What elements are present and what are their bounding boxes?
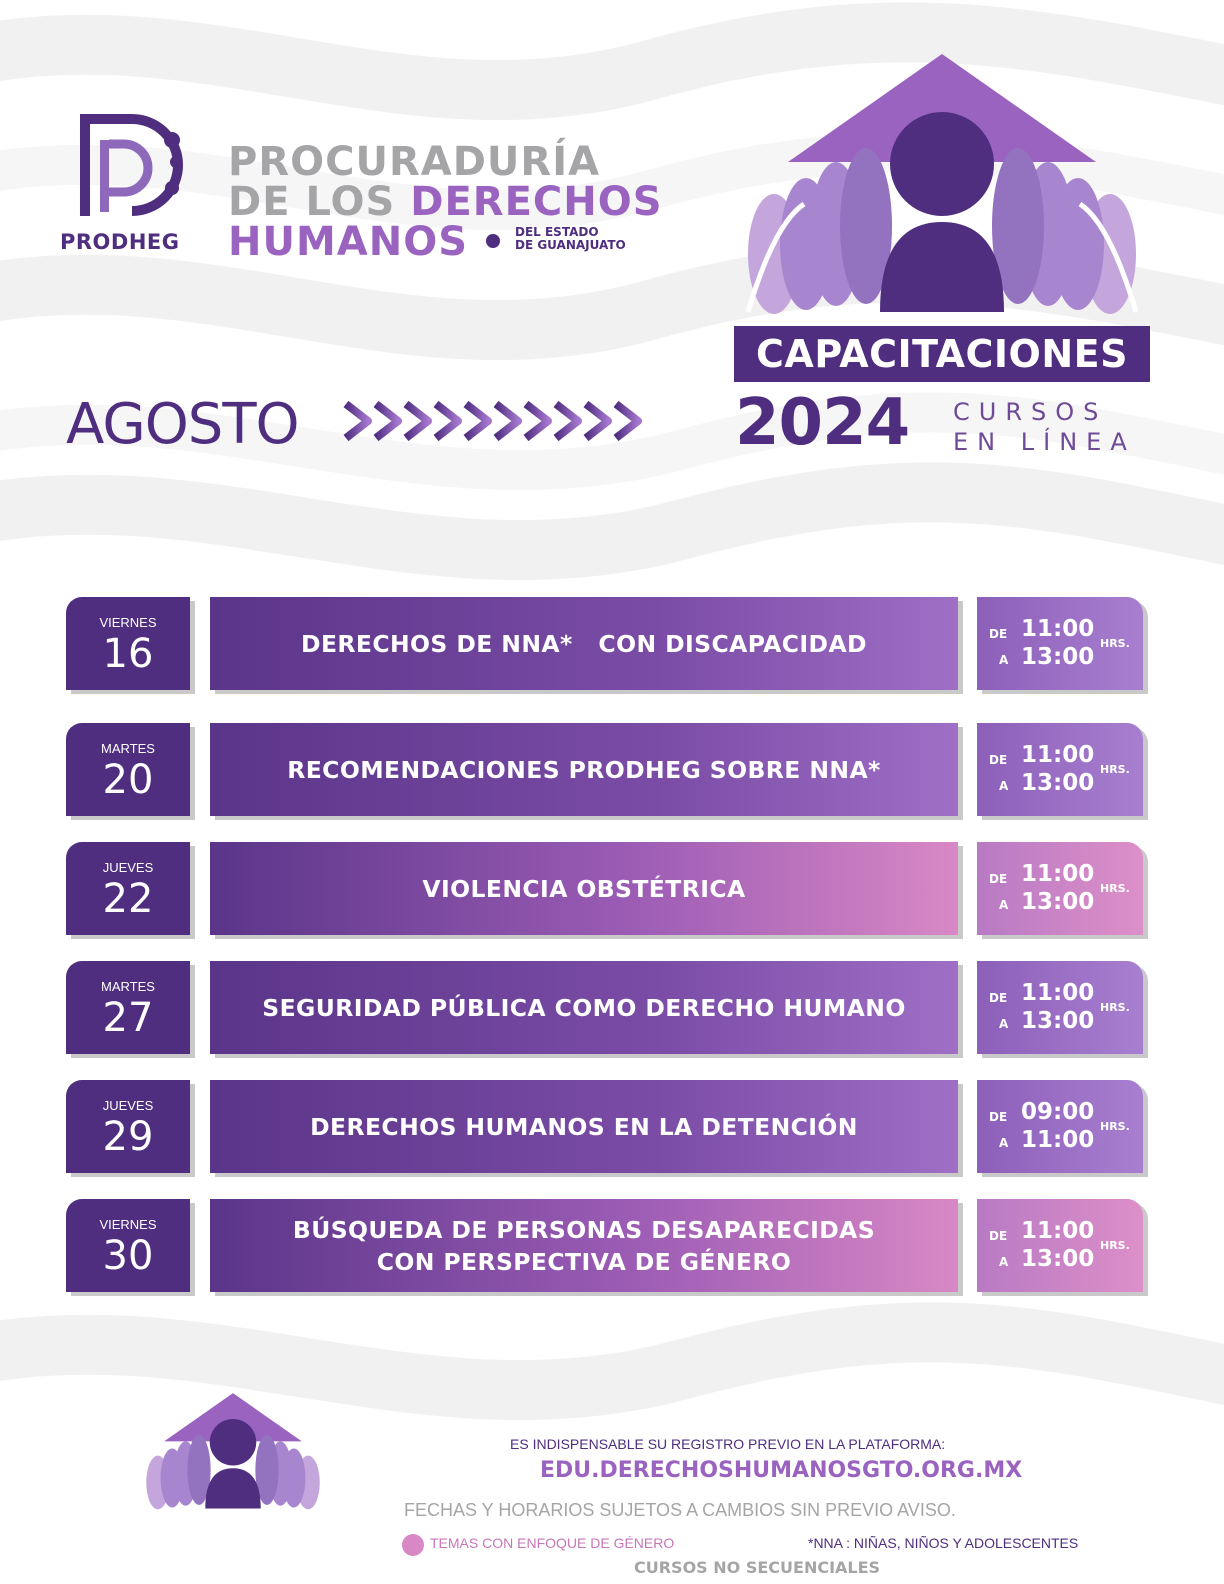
course-title-box: [210, 961, 958, 1054]
date-box: [66, 842, 190, 935]
start-time: 11:00: [1021, 861, 1095, 887]
org-state-line1: DEL ESTADO: [515, 225, 599, 239]
end-time: 13:00: [1021, 644, 1095, 670]
course-title-line1: RECOMENDACIONES PRODHEG SOBRE NNA*: [287, 755, 881, 784]
org-name-line2: [228, 179, 663, 225]
program-year: 2024: [735, 386, 910, 460]
course-title-box: [210, 842, 958, 935]
course-title-line1: DERECHOS DE NNA* CON DISCAPACIDAD: [301, 629, 867, 658]
time-from-label: DE: [989, 627, 1008, 641]
day-number: 22: [102, 876, 154, 922]
date-box: [66, 723, 190, 816]
weekday-label: VIERNES: [99, 1217, 157, 1232]
gender-legend-dot: [402, 1534, 424, 1556]
end-time: 13:00: [1021, 1008, 1095, 1034]
schedule-row: [0, 961, 1224, 1056]
time-box: [977, 1199, 1143, 1292]
hours-unit: HRS.: [1100, 763, 1130, 776]
schedule-row: [0, 1080, 1224, 1175]
course-title-line2: CON PERSPECTIVA DE GÉNERO: [376, 1247, 792, 1276]
time-to-label: A: [999, 779, 1009, 793]
end-time: 13:00: [1021, 770, 1095, 796]
schedule-row: [0, 1199, 1224, 1294]
chevrons-arrow-icon: [342, 398, 652, 444]
date-box: [66, 961, 190, 1054]
group-house-icon: [734, 54, 1150, 322]
month-title: AGOSTO: [66, 392, 299, 457]
day-number: 20: [102, 757, 154, 803]
schedule-row: [0, 723, 1224, 818]
weekday-label: VIERNES: [99, 615, 157, 630]
day-number: 30: [102, 1233, 154, 1279]
registration-url-link[interactable]: EDU.DERECHOSHUMANOSGTO.ORG.MX: [540, 1458, 1023, 1483]
non-sequential-note: CURSOS NO SECUENCIALES: [634, 1558, 881, 1577]
course-title: [293, 1214, 875, 1278]
time-from-label: DE: [989, 1229, 1008, 1243]
time-to-label: A: [999, 898, 1009, 912]
program-subtitle-line1: CURSOS: [953, 398, 1108, 426]
course-title: [422, 873, 745, 905]
weekday-label: MARTES: [101, 979, 155, 994]
course-title-box: [210, 723, 958, 816]
schedule-row: [0, 842, 1224, 937]
start-time: 11:00: [1021, 616, 1095, 642]
schedule-row: [0, 597, 1224, 692]
start-time: 09:00: [1021, 1099, 1095, 1125]
org-state: [515, 226, 626, 252]
course-title-line1: BÚSQUEDA DE PERSONAS DESAPARECIDAS: [292, 1215, 876, 1244]
time-to-label: A: [999, 1017, 1009, 1031]
time-box: [977, 842, 1143, 935]
end-time: 13:00: [1021, 889, 1095, 915]
start-time: 11:00: [1021, 1218, 1095, 1244]
weekday-label: JUEVES: [102, 1098, 154, 1113]
day-number: 16: [102, 631, 154, 677]
disclaimer-text: FECHAS Y HORARIOS SUJETOS A CAMBIOS SIN PREVIO AVISO.: [404, 1500, 956, 1520]
org-name-line3: HUMANOS: [228, 219, 469, 265]
prodheg-logo-icon: [76, 110, 186, 222]
course-title-line1: VIOLENCIA OBSTÉTRICA: [422, 874, 746, 903]
org-state-line2: DE GUANAJUATO: [515, 238, 626, 252]
course-title-box: [210, 597, 958, 690]
time-from-label: DE: [989, 991, 1008, 1005]
gender-legend-label: TEMAS CON ENFOQUE DE GÉNERO: [430, 1535, 675, 1551]
weekday-label: MARTES: [101, 741, 155, 756]
course-title-box: [210, 1199, 958, 1292]
registration-note: ES INDISPENSABLE SU REGISTRO PREVIO EN LA PLATAFORMA:: [510, 1436, 946, 1452]
hours-unit: HRS.: [1100, 637, 1130, 650]
time-box: [977, 723, 1143, 816]
course-title-line1: SEGURIDAD PÚBLICA COMO DERECHO HUMANO: [262, 993, 906, 1022]
course-title-box: [210, 1080, 958, 1173]
program-title: CAPACITACIONES: [734, 326, 1150, 382]
group-house-small-icon: [140, 1386, 326, 1520]
date-box: [66, 597, 190, 690]
brand-short-label: PRODHEG: [60, 230, 180, 254]
time-from-label: DE: [989, 1110, 1008, 1124]
date-box: [66, 1199, 190, 1292]
org-name-line2-a: DE LOS: [228, 179, 411, 225]
start-time: 11:00: [1021, 980, 1095, 1006]
time-to-label: A: [999, 1136, 1009, 1150]
time-to-label: A: [999, 653, 1009, 667]
bullet-dot: [486, 234, 500, 248]
course-title: [310, 1111, 858, 1143]
org-name-line1: PROCURADURÍA: [228, 139, 601, 185]
day-number: 27: [102, 995, 154, 1041]
course-title: [262, 992, 905, 1024]
time-from-label: DE: [989, 872, 1008, 886]
course-title: [287, 754, 881, 786]
time-box: [977, 1080, 1143, 1173]
date-box: [66, 1080, 190, 1173]
hours-unit: HRS.: [1100, 1001, 1130, 1014]
weekday-label: JUEVES: [102, 860, 154, 875]
time-to-label: A: [999, 1255, 1009, 1269]
time-box: [977, 597, 1143, 690]
hours-unit: HRS.: [1100, 882, 1130, 895]
course-title-line1: DERECHOS HUMANOS EN LA DETENCIÓN: [310, 1112, 858, 1141]
day-number: 29: [102, 1114, 154, 1160]
end-time: 13:00: [1021, 1246, 1095, 1272]
hours-unit: HRS.: [1100, 1120, 1130, 1133]
nna-note: *NNA : NIÑAS, NIÑOS Y ADOLESCENTES: [808, 1535, 1079, 1551]
course-title: [301, 628, 867, 660]
hours-unit: HRS.: [1100, 1239, 1130, 1252]
program-subtitle-line2: EN LÍNEA: [953, 428, 1136, 456]
time-box: [977, 961, 1143, 1054]
end-time: 11:00: [1021, 1127, 1095, 1153]
time-from-label: DE: [989, 753, 1008, 767]
start-time: 11:00: [1021, 742, 1095, 768]
org-name-line2-b: DERECHOS: [410, 179, 663, 225]
